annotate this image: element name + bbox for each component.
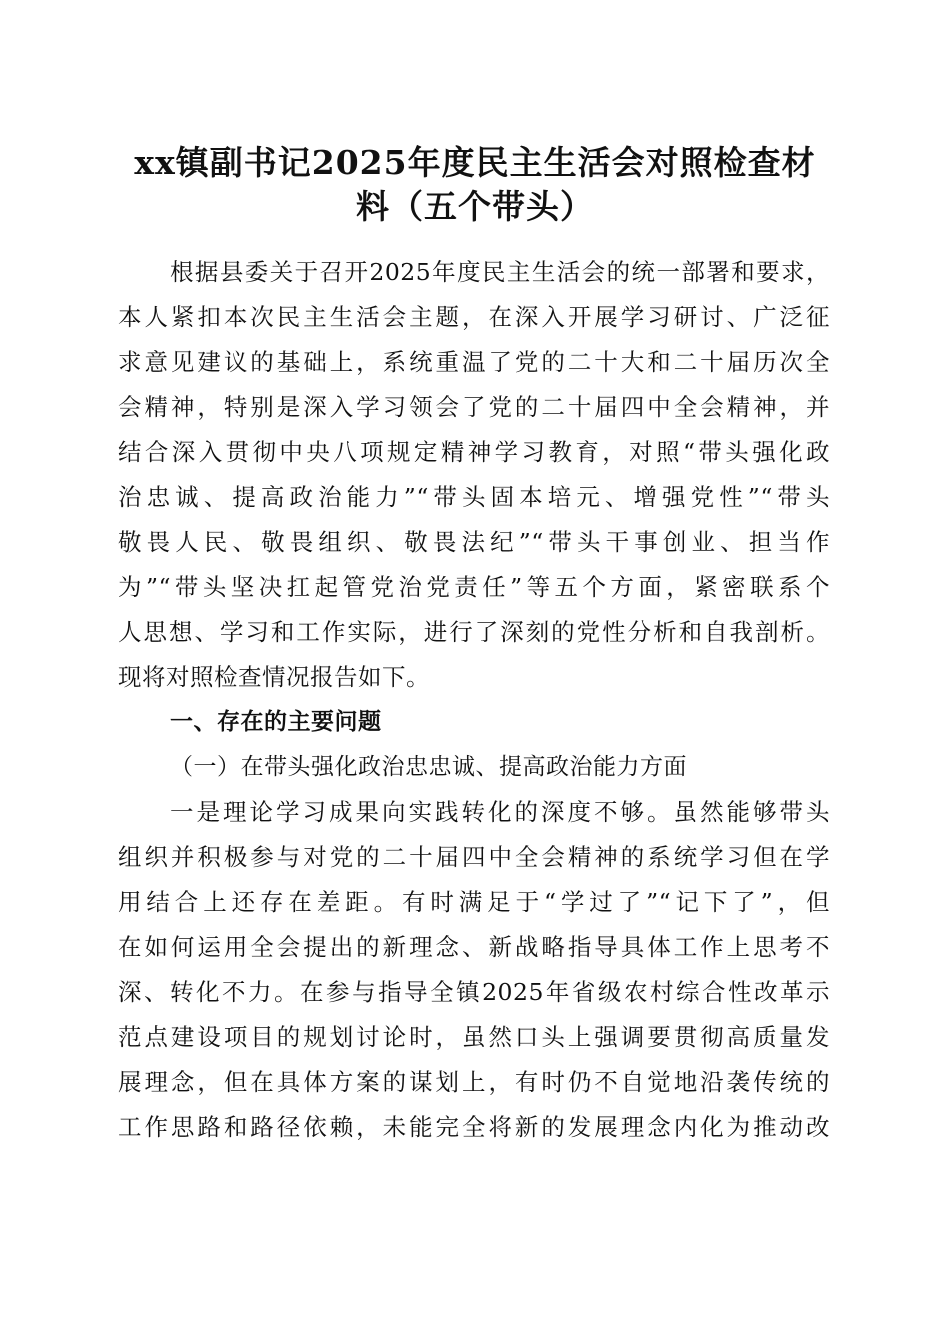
body-paragraph-line: 工作思路和路径依赖，未能完全将新的发展理念内化为推动改 xyxy=(118,1113,830,1141)
intro-paragraph-line: 治忠诚、提高政治能力”“带头固本培元、增强党性”“带头 xyxy=(118,483,830,511)
document-title-line-2: 料（五个带头） xyxy=(356,187,594,226)
intro-paragraph-line: 结合深入贯彻中央八项规定精神学习教育，对照“带头强化政 xyxy=(118,438,830,466)
intro-paragraph-line: 会精神，特别是深入学习领会了党的二十届四中全会精神，并 xyxy=(118,393,830,421)
body-paragraph-line: 用结合上还存在差距。有时满足于“学过了”“记下了”，但 xyxy=(118,888,830,916)
body-paragraph-line: 展理念，但在具体方案的谋划上，有时仍不自觉地沿袭传统的 xyxy=(118,1068,830,1096)
intro-paragraph-line: 求意见建议的基础上，系统重温了党的二十大和二十届历次全 xyxy=(118,348,830,376)
body-paragraph-line: 范点建设项目的规划讨论时，虽然口头上强调要贯彻高质量发 xyxy=(118,1023,830,1051)
body-paragraph-line: 深、转化不力。在参与指导全镇2025年省级农村综合性改革示 xyxy=(118,978,830,1006)
body-paragraph-line: 在如何运用全会提出的新理念、新战略指导具体工作上思考不 xyxy=(118,933,830,961)
subsection-heading: （一）在带头强化政治忠忠诚、提高政治能力方面 xyxy=(170,754,687,780)
intro-paragraph-line: 人思想、学习和工作实际，进行了深刻的党性分析和自我剖析。 xyxy=(118,618,830,646)
intro-paragraph-line: 敬畏人民、敬畏组织、敬畏法纪”“带头干事创业、担当作 xyxy=(118,528,830,556)
body-paragraph-line: 组织并积极参与对党的二十届四中全会精神的系统学习但在学 xyxy=(118,843,830,871)
intro-paragraph-line: 本人紧扣本次民主生活会主题，在深入开展学习研讨、广泛征 xyxy=(118,303,830,331)
intro-paragraph-line: 现将对照检查情况报告如下。 xyxy=(118,663,430,691)
body-paragraph-line: 一是理论学习成果向实践转化的深度不够。虽然能够带头 xyxy=(170,798,830,826)
section-heading: 一、存在的主要问题 xyxy=(170,709,382,735)
intro-paragraph-line: 根据县委关于召开2025年度民主生活会的统一部署和要求， xyxy=(170,258,830,286)
document-title-line-1: xx镇副书记2025年度民主生活会对照检查材 xyxy=(134,143,816,182)
intro-paragraph-line: 为”“带头坚决扛起管党治党责任”等五个方面，紧密联系个 xyxy=(118,573,830,601)
